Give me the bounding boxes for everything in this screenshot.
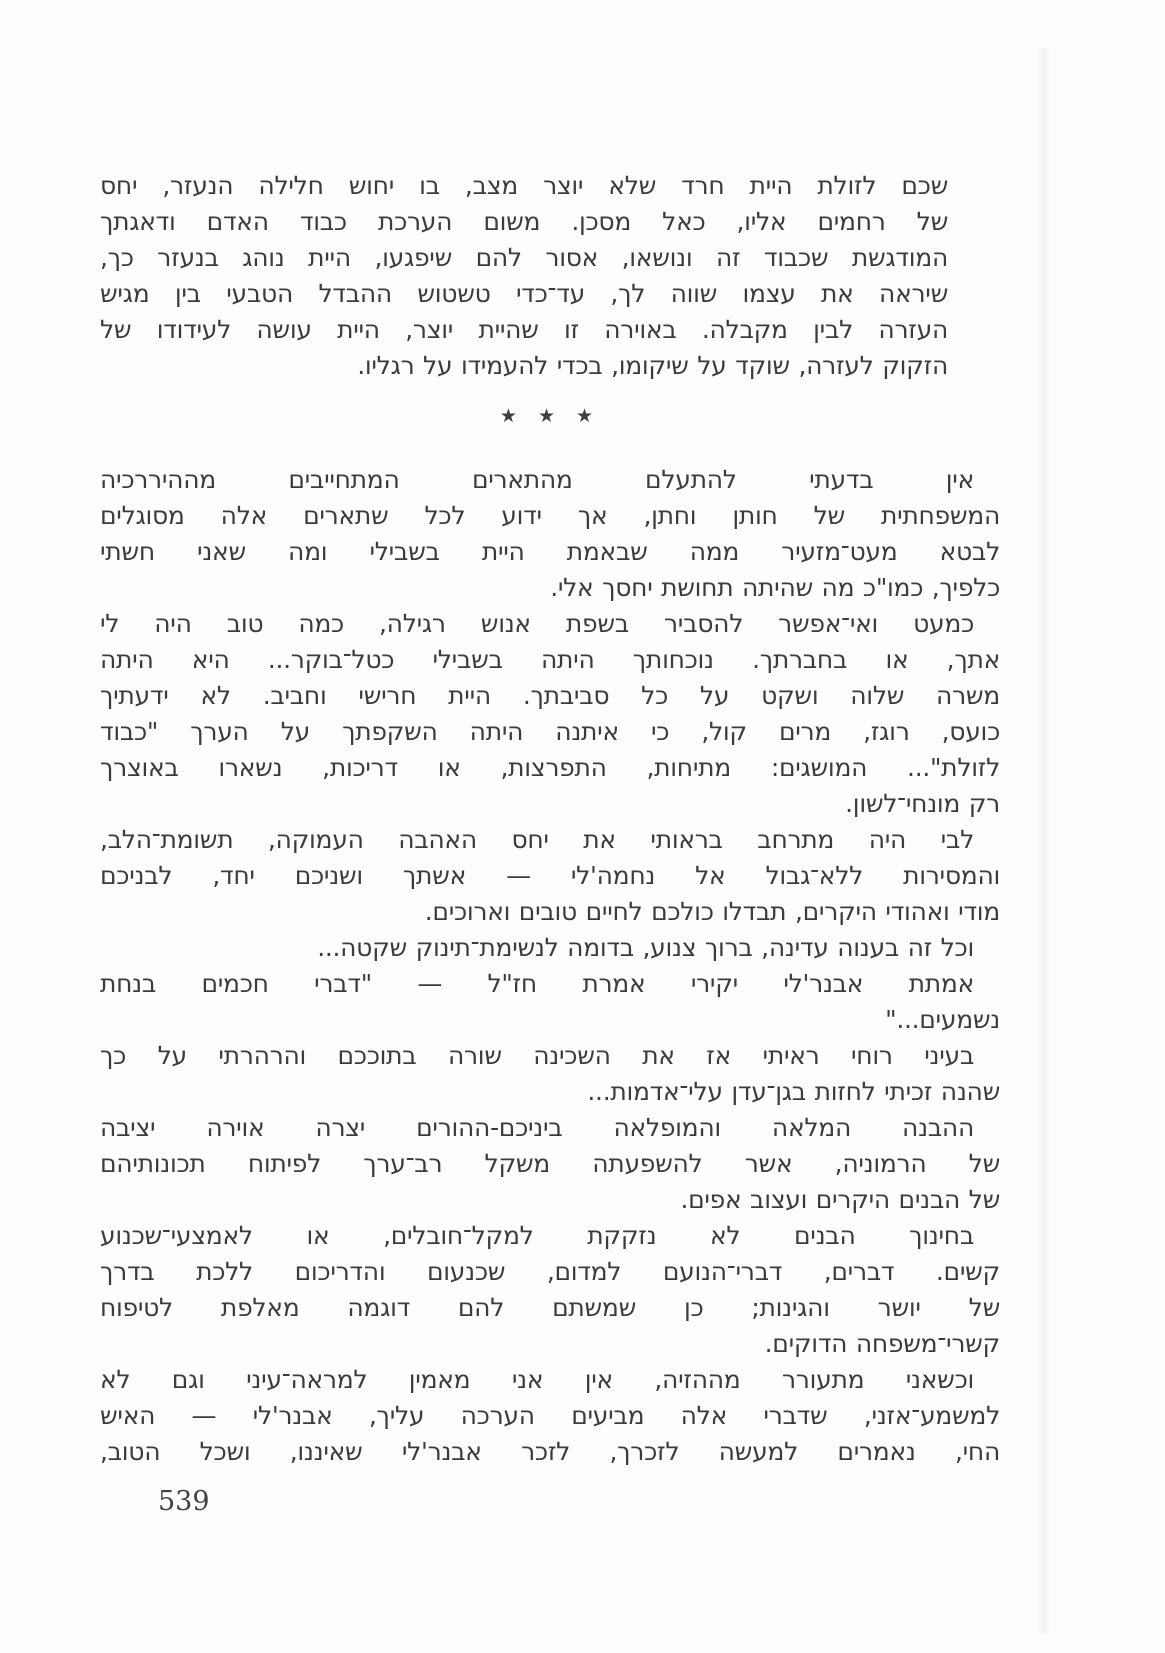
text-line: קשים. דברים, דברי־הנועם למדום, שכנעום והדריכום ללכת בדרך xyxy=(100,1257,1000,1286)
text-line: בעיני רוחי ראיתי אז את השכינה שורה בתוככם והרהרתי על כך xyxy=(100,1041,974,1070)
text-line: אתך, או בחברתך. נוכחותך היתה בשבילי כטל־בוקר... היא היתה xyxy=(100,645,1000,674)
paragraph-4 xyxy=(100,822,1000,930)
text-line: המשפחתית של חותן וחתן, אך ידוע לכל שתארים אלה מסוגלים xyxy=(100,501,1000,530)
text-line: וכל זה בענוה עדינה, ברוך צנוע, בדומה לנשימת־תינוק שקטה... xyxy=(317,933,974,962)
text-line: בחינוך הבנים לא נזקקת למקל־חובלים, או לאמצעי־שכנוע xyxy=(100,1221,974,1250)
text-line: כמעט ואי־אפשר להסביר בשפת אנוש רגילה, כמה טוב היה לי xyxy=(100,609,974,638)
text-line: העזרה לבין מקבלה. באוירה זו שהיית יוצר, היית עושה לעידודו של xyxy=(100,315,948,344)
text-line: וכשאני מתעורר מההזיה, אין אני מאמין למראה־עיני וגם לא xyxy=(100,1365,974,1394)
text-line: והמסירות ללא־גבול אל נחמה'לי — אשתך ושניכם יחד, לבניכם xyxy=(100,861,1000,890)
text-line: המודגשת שכבוד זה ונושאו, אסור להם שיפגעו, היית נוהג בנעזר כך, xyxy=(100,243,948,272)
text-line: שיראה את עצמו שווה לך, עד־כדי טשטוש ההבדל הטבעי בין מגיש xyxy=(100,279,948,308)
text-line: קשרי־משפחה הדוקים. xyxy=(764,1329,1000,1358)
paragraph-7 xyxy=(100,1038,1000,1110)
text-line: החי, נאמרים למעשה לזכרך, לזכר אבנר'לי שאיננו, ושכל הטוב, xyxy=(100,1437,1000,1466)
text-line: שהנה זכיתי לחזות בגן־עדן עלי־אדמות... xyxy=(587,1077,1000,1106)
paragraph-2 xyxy=(100,462,1000,606)
text-line: מודי ואהודי היקרים, תבדלו כולכם לחיים טובים וארוכים. xyxy=(424,897,1000,926)
text-line: אין בדעתי להתעלם מהתארים המתחייבים מההיררכיה xyxy=(100,465,974,494)
text-line: הזקוק לעזרה, שוקד על שיקומו, בכדי להעמידו על רגליו. xyxy=(357,351,948,380)
text-line: רק מונחי־לשון. xyxy=(845,789,1000,818)
text-line: שכם לזולת היית חרד שלא יוצר מצב, בו יחוש חלילה הנעזר, יחס xyxy=(100,171,948,200)
text-line: של הבנים היקרים ועצוב אפים. xyxy=(680,1185,1000,1214)
text-line: של יושר והגינות; כן שמשתם להם דוגמה מאלפת לטיפוח xyxy=(100,1293,1000,1322)
text-line: למשמע־אזני, שדברי אלה מביעים הערכה עליך, אבנר'לי — האיש xyxy=(100,1401,1000,1430)
text-line: לזולת"... המושגים: מתיחות, התפרצות, או דריכות, נשארו באוצרך xyxy=(100,753,1000,782)
paragraph-8 xyxy=(100,1110,1000,1218)
text-line: משרה שלוה ושקט על כל סביבתך. היית חרישי וחביב. לא ידעתיך xyxy=(100,681,1000,710)
text-line: של רחמים אליו, כאל מסכן. משום הערכת כבוד האדם ודאגתך xyxy=(100,207,948,236)
text-line: ההבנה המלאה והמופלאה ביניכם-ההורים יצרה אוירה יציבה xyxy=(100,1113,974,1142)
paragraph-5 xyxy=(100,930,1000,966)
page-edge-artifact xyxy=(1036,48,1050,1633)
paragraph-9 xyxy=(100,1218,1000,1362)
paragraph-3 xyxy=(100,606,1000,822)
paragraph-10 xyxy=(100,1362,1000,1470)
page-number: 539 xyxy=(158,1486,210,1517)
text-line: לבי היה מתרחב בראותי את יחס האהבה העמוקה, תשומת־הלב, xyxy=(100,825,974,854)
paragraph-1 xyxy=(100,168,948,384)
text-line: נשמעים..." xyxy=(885,1005,1000,1034)
text-line: אמתת אבנר'לי יקירי אמרת חז"ל — "דברי חכמים בנחת xyxy=(100,969,974,998)
text-line: לבטא מעט־מזעיר ממה שבאמת היית בשבילי ומה שאני חשתי xyxy=(100,537,1000,566)
section-separator-stars: ★ ★ ★ xyxy=(499,405,601,427)
page-text xyxy=(100,168,1000,1470)
paragraph-6 xyxy=(100,966,1000,1038)
text-line: של הרמוניה, אשר להשפעתה משקל רב־ערך לפיתוח תכונותיהם xyxy=(100,1149,1000,1178)
text-line: כועס, רוגז, מרים קול, כי איתנה היתה השקפתך על הערך "כבוד xyxy=(100,717,1000,746)
text-line: כלפיך, כמו"כ מה שהיתה תחושת יחסך אלי. xyxy=(550,573,1000,602)
